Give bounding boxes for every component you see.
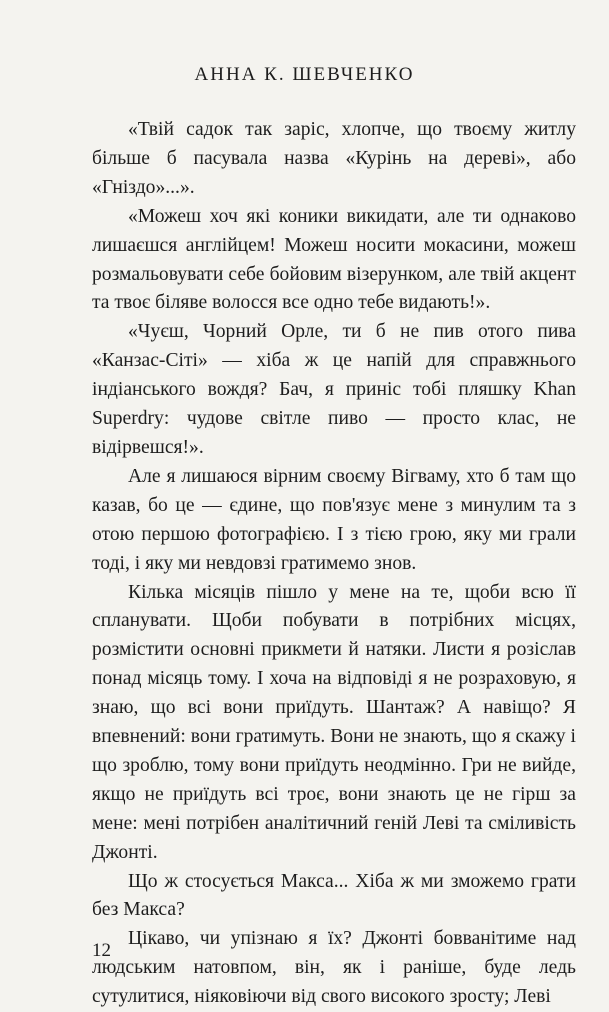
paragraph: Але я лишаюся вірним своєму Вігваму, хто б там що казав, бо це — єдине, що пов'язує мене з минулим та з отою першою фотографією. І з тією грою, яку ми грали тоді, і яку ми невдовзі гратимемо знов. [92, 465, 576, 574]
paragraph: «Можеш хоч які коники викидати, але ти однаково лишаєшся англійцем! Можеш носити мокасини, можеш розмальовувати себе бойовим візерунком, але твій акцент та твоє біляве волосся все одно тебе видають!». [92, 205, 576, 314]
page-number: 12 [92, 940, 111, 961]
paragraph: «Чуєш, Чорний Орле, ти б не пив отого пива «Канзас-Сіті» — хіба ж це напій для справжнього індіанського вождя? Бач, я приніс тобі пляшку Khan Superdry: чудове світле пиво — просто клас, не відірвешся!». [92, 321, 576, 458]
running-head-author: АННА К. ШЕВЧЕНКО [194, 64, 415, 85]
paragraph: «Твій садок так заріс, хлопче, що твоєму житлу більше б пасувала назва «Курінь на дереві», або «Гніздо»...». [92, 119, 576, 198]
paragraph: Кілька місяців пішло у мене на те, щоби всю її спланувати. Щоби побувати в потрібних місцях, розмістити основні прикмети й натяки. Листи я розіслав понад місяць тому. І хоча на відповіді я не розраховую, я знаю, що всі вони приїдуть. Шантаж? А навіщо? Я впевнений: вони гратимуть. Вони не знають, що я скажу і що зроблю, тому вони приїдуть неодмінно. Гри не вийде, якщо не приїдуть всі троє, вони знають це не гірш за мене: мені потрібен аналітичний геній Леві та сміливість Джонті. [92, 581, 576, 863]
paragraph: Цікаво, чи упізнаю я їх? Джонті бовванітиме над людським натовпом, він, як і раніше, буде ледь сутулитися, ніяковіючи від свого високого зросту; Леві [92, 928, 576, 1008]
paragraph: Що ж стосується Макса... Хіба ж ми зможемо грати без Макса? [92, 870, 576, 921]
body-text [92, 116, 576, 1012]
